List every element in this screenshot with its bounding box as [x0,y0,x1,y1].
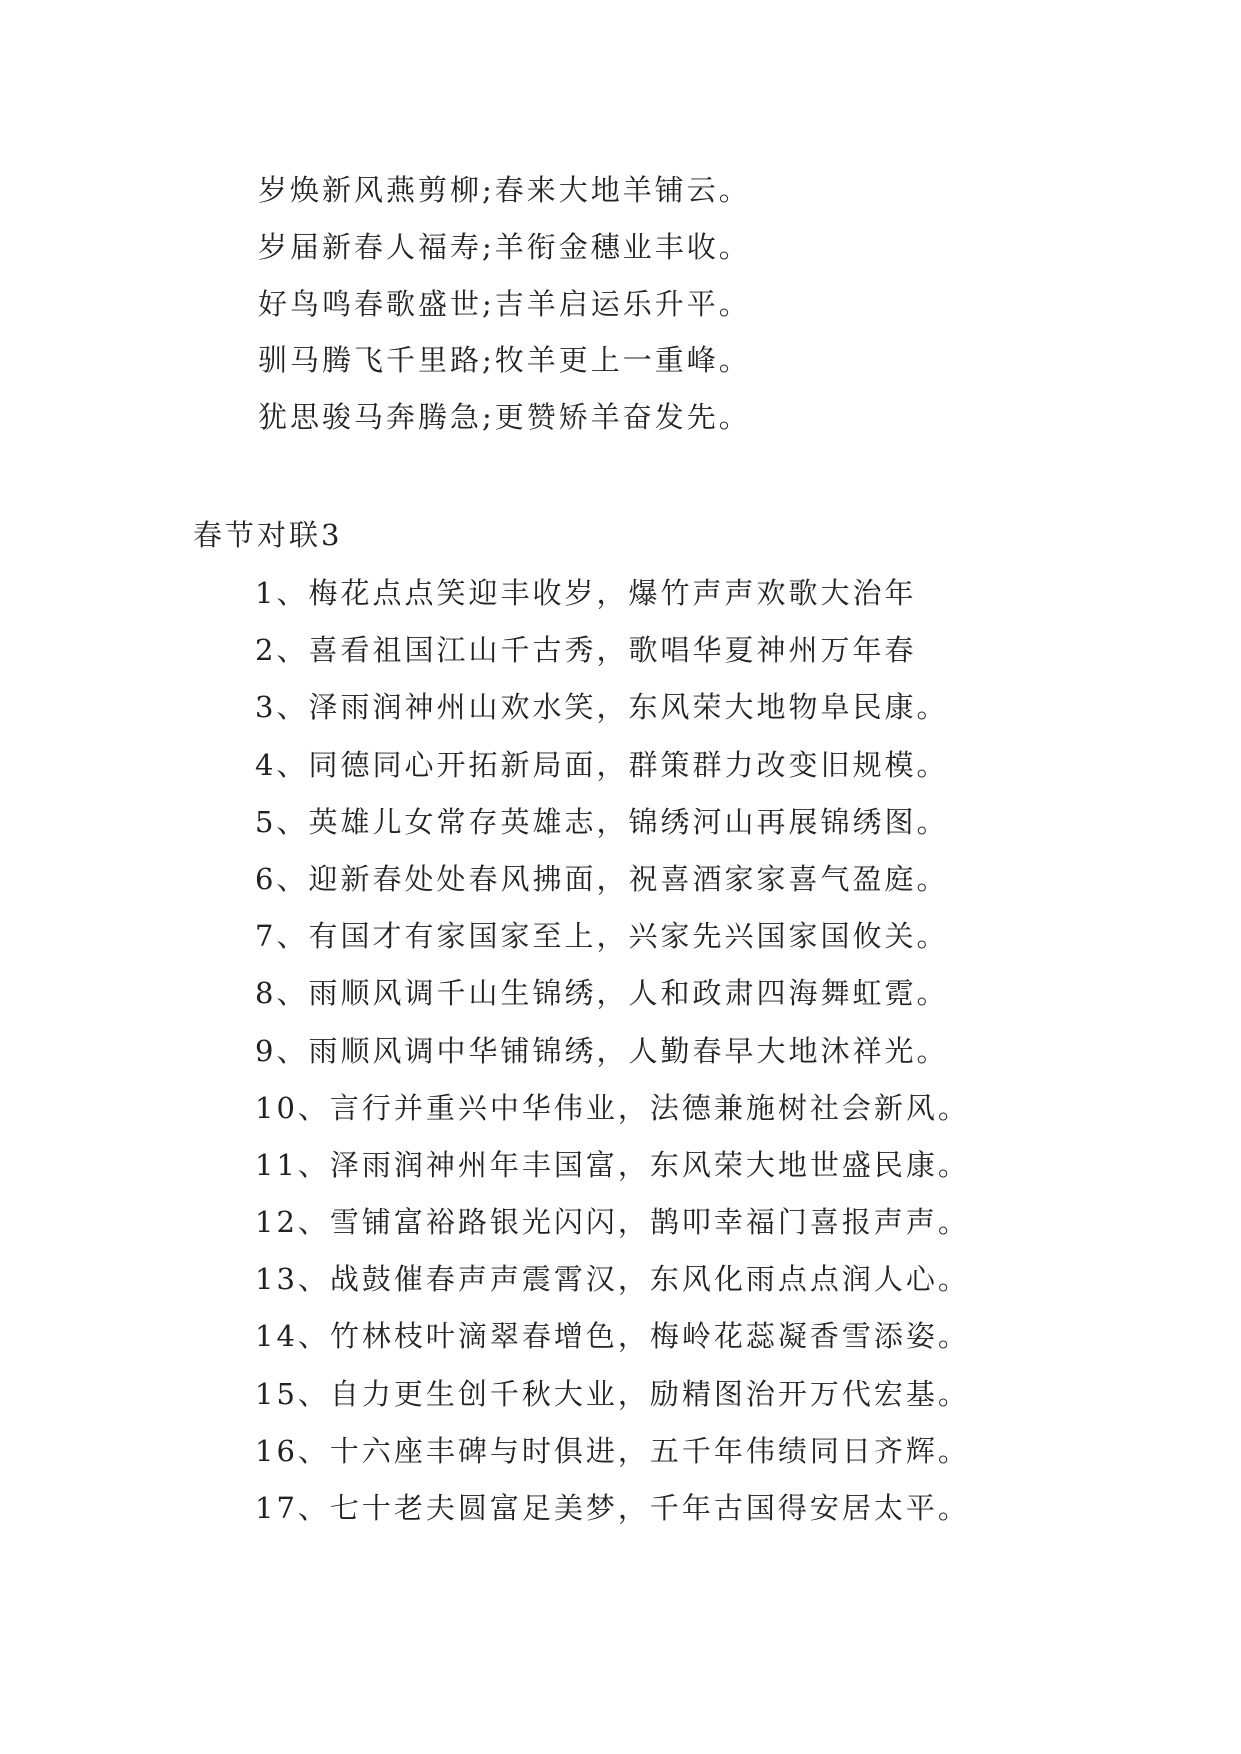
poem-line: 岁届新春人福寿;羊衔金穗业丰收。 [258,229,751,264]
couplet-item: 10、言行并重兴中华伟业，法德兼施树社会新风。 [255,1090,970,1125]
couplet-list [255,565,970,1537]
couplet-item: 7、有国才有家国家至上，兴家先兴国家国攸关。 [255,919,949,954]
couplet-item: 16、十六座丰碑与时俱进，五千年伟绩同日齐辉。 [255,1433,970,1468]
poem-lines [258,162,751,446]
couplet-item: 15、自力更生创千秋大业，励精图治开万代宏基。 [255,1376,970,1411]
couplet-item: 6、迎新春处处春风拂面，祝喜酒家家喜气盈庭。 [255,861,949,896]
couplet-item: 9、雨顺风调中华铺锦绣，人勤春早大地沐祥光。 [255,1033,949,1068]
couplet-item: 14、竹林枝叶滴翠春增色，梅岭花蕊凝香雪添姿。 [255,1319,970,1354]
couplet-item: 4、同德同心开拓新局面，群策群力改变旧规模。 [255,747,949,782]
couplet-item: 1、梅花点点笑迎丰收岁，爆竹声声欢歌大治年 [255,576,917,610]
poem-line: 驯马腾飞千里路;牧羊更上一重峰。 [258,343,751,378]
couplet-item: 8、雨顺风调千山生锦绣，人和政肃四海舞虹霓。 [255,976,949,1011]
couplet-item: 3、泽雨润神州山欢水笑，东风荣大地物阜民康。 [255,690,949,725]
couplet-item: 13、战鼓催春声声震霄汉，东风化雨点点润人心。 [255,1262,970,1297]
couplet-item: 12、雪铺富裕路银光闪闪，鹊叩幸福门喜报声声。 [255,1205,970,1240]
poem-line: 好鸟鸣春歌盛世;吉羊启运乐升平。 [258,286,751,321]
couplet-item: 2、喜看祖国江山千古秀，歌唱华夏神州万年春 [255,633,917,668]
section-title: 春节对联3 [193,518,343,552]
couplet-item: 5、英雄儿女常存英雄志，锦绣河山再展锦绣图。 [255,804,949,839]
poem-line: 犹思骏马奔腾急;更赞矫羊奋发先。 [258,400,751,435]
couplet-item: 11、泽雨润神州年丰国富，东风荣大地世盛民康。 [255,1147,970,1182]
couplet-item: 17、七十老夫圆富足美梦，千年古国得安居太平。 [255,1491,970,1525]
poem-line: 岁焕新风燕剪柳;春来大地羊铺云。 [258,173,751,207]
